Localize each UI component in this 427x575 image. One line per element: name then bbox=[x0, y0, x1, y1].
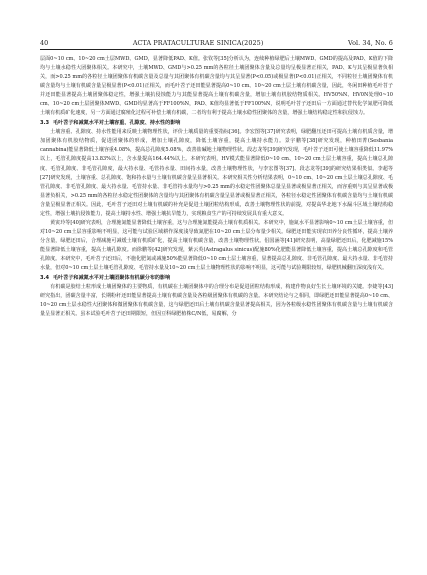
section-number: 3.3 bbox=[40, 120, 50, 127]
paragraph: 黄寅玲等[40]研究表明，合理施氮能显著降低土壤容重，这与合理施氮能提高土壤有机质相关。本研究中，施氮水平显著影响0~10 cm土层土壤容重，但对10~20 cm土层容重影响不明显，这可能与试验区域耕作深度浅导致氮肥在10~20 cm土层分布量少相关。绿肥还田能实现农田养分良性循环，提高土壤养分含量，绿肥还田后，合理减施可减缓土壤有机质矿化，提高土壤有机碳含量，改善土壤物理性状。侣国涵等[41]研究表明，高量绿肥还田后，化肥减施15%能显著降低土壤容重，提高土壤孔隙度。而徐鹏等[42]研究发现，紫云英(Astragalus sinicus)配施80%化肥能显著降低土壤容重，提高土壤总孔隙度和毛管孔隙度。本研究中，毛叶苕子还田后，不施化肥氮或减施50%能显著降低0~10 cm土层土壤容重，显著提高总孔隙度、非毛管孔隙度、最大持水量、非毛管持水量，但对0~10 cm土层土壤毛管孔隙度、毛管持水量及10~20 cm土层土壤物理性状的影响不明显，这可能与试验期限较短，绿肥机械翻压深度浅有关。 bbox=[40, 219, 393, 272]
section-number: 3.4 bbox=[40, 275, 50, 282]
section-title: 毛叶苕子和减氮水平对土壤团聚体有机碳分布的影响 bbox=[53, 275, 171, 282]
running-header bbox=[40, 33, 393, 47]
article-body bbox=[40, 55, 393, 567]
section-title: 毛叶苕子和减氮水平对土壤容重、孔隙度、持水性的影响 bbox=[53, 120, 181, 127]
section-heading bbox=[40, 273, 393, 283]
section-heading bbox=[40, 118, 393, 128]
page-number: 40 bbox=[40, 39, 49, 47]
volume-issue: Vol. 34, No. 6 bbox=[347, 39, 393, 47]
paragraph: 土壤容重、孔隙度、持水性能用来反映土壤物理性状，评价土壤质量的重要指标[36]。李宏图等[37]研究表明，绿肥翻压还田可提高土壤有机质含量，增加团聚体有机胶结物质，促进团聚体的形成，增加土壤孔隙度，降低土壤容重，提高土壤持水能力。景宇鹏等[38]研究发现，种植田菁(Sesbania cannabina)能显著降低土壤容重4.08%，提高总孔隙度5.08%，改善盐碱地土壤物理性状。段志龙等[39]研究发现，毛叶苕子还田可使土壤容重降低11.97%以上，毛管孔隙度提高13.83%以上，含水量提高164.44%以上。本研究表明，HV模式能显著降低0~10 cm、10~20 cm土层土壤容重，提高土壤总孔隙度、毛管孔隙度、非毛管孔隙度，最大持水量、毛管持水量、田间持水量，改善土壤物理性状，与李宏图等[37]、段志龙等[39]的研究结果相类似。李超等[27]研究发现，土壤容重、总孔隙度、饱和持水量与土壤有机碳含量呈显著相关。本研究相关性分析结果表明，0~10 cm、10~20 cm土层土壤总孔隙度、毛管孔隙度、非毛管孔隙度、最大持水量、毛管持水量、非毛管持水量均与>0.25 mm的水稳定性团聚体总量呈显著或极显著正相关，而容重则与其呈显著或极显著负相关，>0.25 mm的各粒径水稳定性团聚体的含量均与其团聚体有机碳含量呈显著或极显著正相关，各粒径水稳定性团聚体有机碳含量均与土壤有机碳含量呈极显著正相关。因此，毛叶苕子还田对土壤有机碳的补充是促进土壤团粒结构形成，改善土壤物理性状的前提，对提高华北地下水漏斗区域土壤结构稳定性，增强土壤抗侵蚀能力，提高土壤持水性、增强土壤抗旱能力，实现粮食生产的可持续发展具有重大意义。 bbox=[40, 129, 393, 217]
header-rule bbox=[40, 49, 393, 50]
paragraph: 有机碳是胶结土粒形成土壤团聚体的主要物质，有机碳在土壤团聚体中的合理分布是促进团粒结构形成，构建作物良好生长土壤环境的关键。李婕等[43]研究指出，团碳含量丰富，长期粉秆还田能显著提高土壤有机碳含量及各粒级团聚体有机碳的含量。本研究结论与之相同，即绿肥还田能显著提高0~10 cm、10~20 cm土层水稳性大团聚体和微团聚体有机碳含量，这与绿肥还田后土壤有机碳含量显著提高相关，因为各粒级水稳性团聚体有机碳含量与土壤有机碳含量呈显著正相关。虽本试验毛叶苕子还田期限短，但因豆科绿肥植株C/N低，易腐解，分 bbox=[40, 284, 393, 318]
paragraph: 层面0~10 cm、10~20 cm土层MWD、GMD，显著降低PAD、K值。张钦等[35]分析认为，连续种植绿肥后土壤MWD、GMD的提高及PAD、K值的下降均与土壤水稳性大团聚体相关。本研究中，土壤MWD、GMD与>0.25 mm的各粒径土壤团聚体含量及总量均呈极显著正相关，PAD、K与其呈极显著负相关，而>0.25 mm的各粒径土壤团聚体有机碳含量及总量与其团聚体有机碳含量均与其呈显著(P<0.05)或极显著(P<0.01)正相关，不同粒径土壤团聚体有机碳含量均与土壤有机碳含量呈极显著(P<0.01)正相关，而毛叶苕子还田能显著提高0~10 cm、10~20 cm土层土壤有机碳含量，因此，冬闲田种植毛叶苕子并还田能显著提高土壤团聚体稳定性，增强土壤抗侵蚀能力与其能显著提高土壤有机碳含量，增加土壤有机胶结物质相关。HV50%N、HV0N处理0~10 cm、10~20 cm土层团聚体MWD、GMD均显著高于FF100%N，PAD、K值均显著低于FF100%N，说明毛叶苕子还田后一方面通过替代化学氮肥可降低土壤有机质矿化速度，另一方面通过腐殖化过程可补偿土壤有机碳，二者均有利于提高土壤水稳性团聚体的含量，增强土壤结构稳定性和抗侵蚀力。 bbox=[40, 56, 393, 117]
journal-title: ACTA PRATACULTURAE SINICA(2025) bbox=[132, 39, 264, 47]
